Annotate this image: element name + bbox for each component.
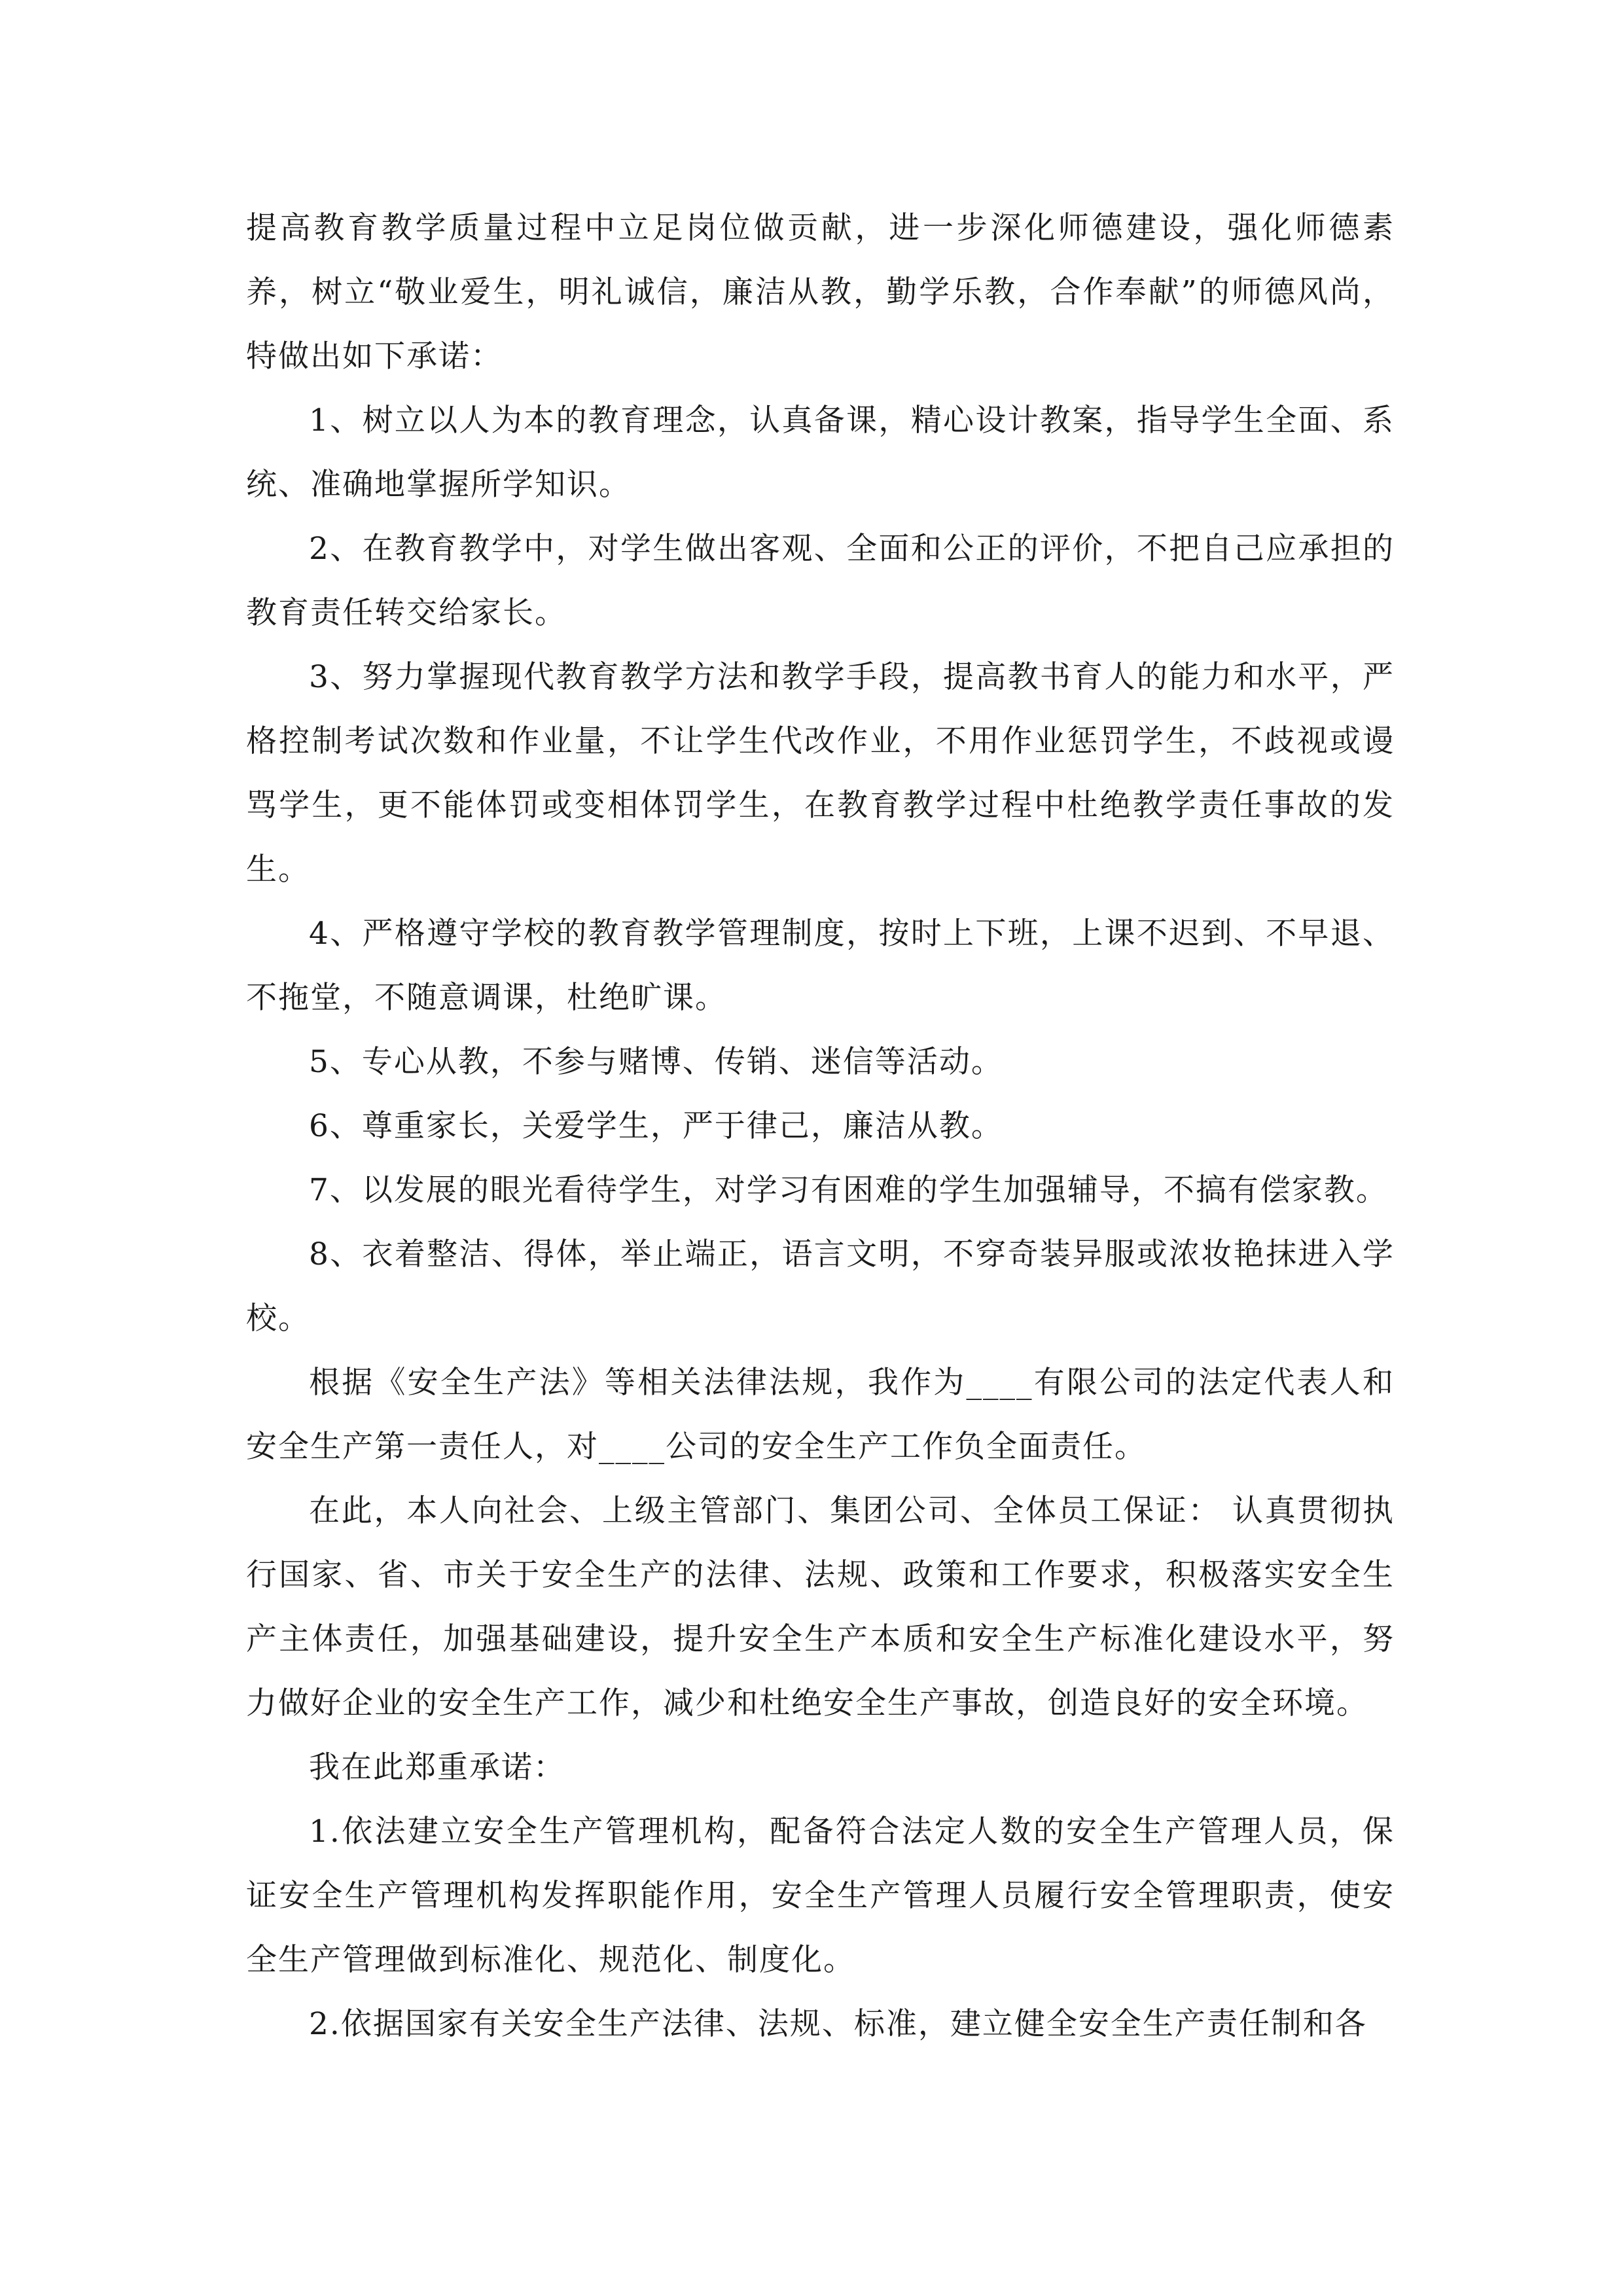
paragraph-safety-item-2: 2.依据国家有关安全生产法律、法规、标准，建立健全安全生产责任制和各: [309, 2006, 1367, 2042]
paragraph-item-2: 2、在教育教学中，对学生做出客观、全面和公正的评价，不把自己应承担的教育责任转交给家长。: [246, 531, 1395, 631]
paragraph-item-3: 3、努力掌握现代教育教学方法和教学手段，提高教书育人的能力和水平，严格控制考试次数和作业量，不让学生代改作业，不用作业惩罚学生，不歧视或谩骂学生，更不能体罚或变相体罚学生，在教育教学过程中杜绝教学责任事故的发生。: [246, 659, 1395, 888]
paragraph-item-4: 4、严格遵守学校的教育教学管理制度，按时上下班，上课不迟到、不早退、不拖堂，不随意调课，杜绝旷课。: [246, 916, 1395, 1016]
paragraph-safety-basis: 根据《安全生产法》等相关法律法规，我作为____有限公司的法定代表人和安全生产第一责任人，对____公司的安全生产工作负全面责任。: [246, 1365, 1395, 1465]
paragraph-item-8: 8、衣着整洁、得体，举止端正，语言文明，不穿奇装异服或浓妆艳抹进入学校。: [246, 1236, 1395, 1336]
paragraph-solemn-promise: 我在此郑重承诺：: [309, 1749, 565, 1785]
document-body: [246, 196, 1395, 2056]
paragraph-item-6: 6、尊重家长，关爱学生，严于律己，廉洁从教。: [309, 1108, 1003, 1144]
paragraph-item-7: 7、以发展的眼光看待学生，对学习有困难的学生加强辅导，不搞有偿家教。: [309, 1172, 1388, 1208]
paragraph-item-1: 1、树立以人为本的教育理念，认真备课，精心设计教案，指导学生全面、系统、准确地掌握所学知识。: [246, 403, 1395, 503]
paragraph-item-5: 5、专心从教，不参与赌博、传销、迷信等活动。: [309, 1044, 1003, 1080]
paragraph-safety-item-1: 1.依法建立安全生产管理机构，配备符合法定人数的安全生产管理人员，保证安全生产管理机构发挥职能作用，安全生产管理人员履行安全管理职责，使安全生产管理做到标准化、规范化、制度化。: [246, 1814, 1395, 1978]
paragraph-safety-guarantee: 在此，本人向社会、上级主管部门、集团公司、全体员工保证： 认真贯彻执行国家、省、市关于安全生产的法律、法规、政策和工作要求，积极落实安全生产主体责任，加强基础建设，提升安全生产本质和安全生产标准化建设水平，努力做好企业的安全生产工作，减少和杜绝安全生产事故，创造良好的安全环境。: [246, 1493, 1395, 1721]
paragraph-intro: 提高教育教学质量过程中立足岗位做贡献，进一步深化师德建设，强化师德素养，树立“敬业爱生，明礼诚信，廉洁从教，勤学乐教，合作奉献”的师德风尚，特做出如下承诺：: [246, 210, 1395, 374]
